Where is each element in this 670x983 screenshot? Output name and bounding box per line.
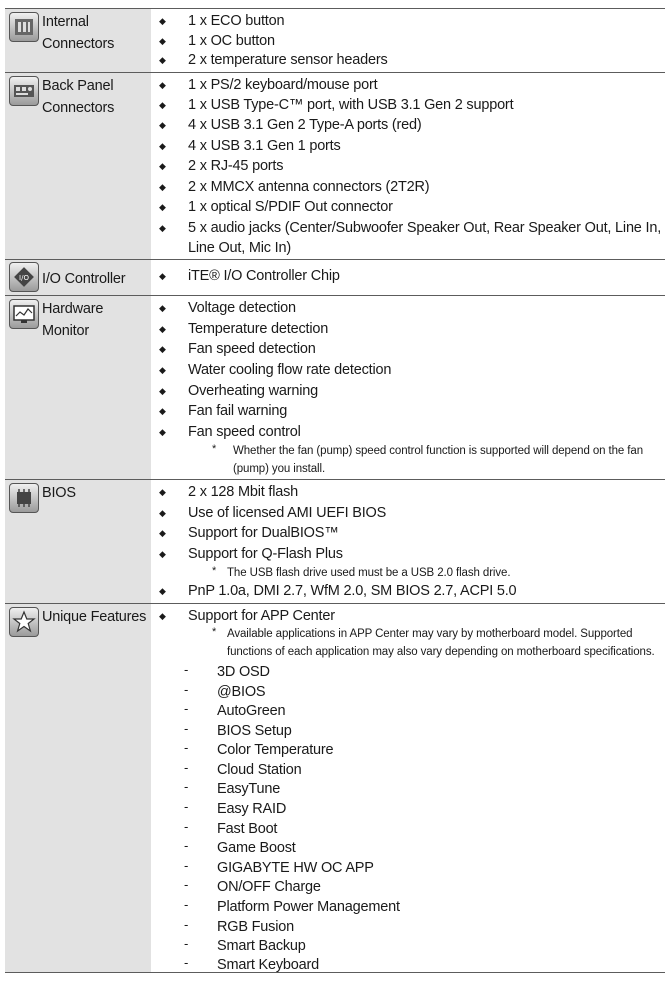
row-header [5, 480, 151, 603]
list-item: Fan speed detection [188, 341, 316, 357]
bullet-icon: ◆ [159, 223, 166, 233]
footnote-continuation: functions of each application may also vary depending on motherboard specifications. [227, 646, 655, 658]
bullet-icon: ◆ [159, 611, 166, 621]
bullet-icon: ◆ [159, 80, 166, 90]
list-item: iTE® I/O Controller Chip [188, 268, 340, 284]
footnote: The USB flash drive used must be a USB 2.0 flash drive. [227, 567, 511, 579]
app-item: ON/OFF Charge [217, 879, 321, 895]
dash-icon: - [184, 799, 189, 814]
row-header [5, 9, 151, 72]
list-item: Temperature detection [188, 321, 329, 337]
app-item: GIGABYTE HW OC APP [217, 860, 374, 876]
bullet-icon: ◆ [159, 586, 166, 596]
spec-row-back-panel [5, 72, 665, 259]
bullet-icon: ◆ [159, 141, 166, 151]
dash-icon: - [184, 662, 189, 677]
list-item: Support for DualBIOS™ [188, 525, 339, 541]
list-item: Water cooling flow rate detection [188, 362, 392, 378]
list-item: Overheating warning [188, 383, 318, 399]
bullet-icon: ◆ [159, 161, 166, 171]
bullet-icon: ◆ [159, 202, 166, 212]
list-item: Fan speed control [188, 424, 301, 440]
dash-icon: - [184, 858, 189, 873]
spec-row-hardware-monitor [5, 295, 665, 479]
dash-icon: - [184, 682, 189, 697]
bios-chip-icon [9, 483, 39, 513]
dash-icon: - [184, 721, 189, 736]
dash-icon: - [184, 760, 189, 775]
monitor-icon [9, 299, 39, 329]
bullet-icon: ◆ [159, 487, 166, 497]
footnote-continuation: (pump) you install. [233, 463, 326, 475]
io-controller-icon [9, 262, 39, 292]
section-title: Hardware Monitor [42, 301, 104, 339]
dash-icon: - [184, 701, 189, 716]
dash-icon: - [184, 819, 189, 834]
spec-row-internal-connectors [5, 8, 665, 72]
list-item: 1 x OC button [188, 33, 275, 49]
list-item: 1 x optical S/PDIF Out connector [188, 199, 393, 215]
dash-icon: - [184, 877, 189, 892]
bullet-icon: ◆ [159, 508, 166, 518]
svg-text:I/O: I/O [19, 274, 29, 282]
list-item: 2 x RJ-45 ports [188, 158, 284, 174]
app-item: 3D OSD [217, 664, 270, 680]
bullet-icon: ◆ [159, 100, 166, 110]
back-panel-icon [9, 76, 39, 106]
app-item: Easy RAID [217, 801, 287, 817]
section-title: Internal Connectors [42, 14, 115, 52]
dash-icon: - [184, 838, 189, 853]
bullet-icon: ◆ [159, 182, 166, 192]
list-item: Support for APP Center [188, 608, 335, 624]
list-item: 2 x 128 Mbit flash [188, 484, 299, 500]
section-title: Unique Features [42, 609, 147, 625]
spec-row-bios [5, 479, 665, 603]
bullet-icon: ◆ [159, 324, 166, 334]
list-item: Use of licensed AMI UEFI BIOS [188, 505, 387, 521]
app-item: Cloud Station [217, 762, 302, 778]
list-item-continuation: Line Out, Mic In) [188, 240, 291, 256]
bullet-icon: ◆ [159, 365, 166, 375]
section-title: Back Panel Connectors [42, 78, 115, 116]
bullet-icon: ◆ [159, 303, 166, 313]
bullet-icon: ◆ [159, 528, 166, 538]
dash-icon: - [184, 897, 189, 912]
section-title: I/O Controller [42, 271, 126, 287]
app-item: @BIOS [217, 684, 266, 700]
bullet-icon: ◆ [159, 271, 166, 281]
dash-icon: - [184, 779, 189, 794]
row-header [5, 604, 151, 972]
bullet-icon: ◆ [159, 344, 166, 354]
list-item: 5 x audio jacks (Center/Subwoofer Speaker Out, Rear Speaker Out, Line In, [188, 220, 662, 236]
list-item: 1 x USB Type-C™ port, with USB 3.1 Gen 2 support [188, 97, 514, 113]
footnote: Available applications in APP Center may vary by motherboard model. Supported [227, 628, 633, 640]
list-item: PnP 1.0a, DMI 2.7, WfM 2.0, SM BIOS 2.7, ACPI 5.0 [188, 583, 517, 599]
note-asterisk: * [212, 626, 217, 638]
app-item: Smart Keyboard [217, 957, 319, 973]
bullet-icon: ◆ [159, 427, 166, 437]
note-asterisk: * [212, 565, 217, 577]
bullet-icon: ◆ [159, 406, 166, 416]
app-item: EasyTune [217, 781, 281, 797]
internal-connectors-icon [9, 12, 39, 42]
bullet-icon: ◆ [159, 120, 166, 130]
bullet-icon: ◆ [159, 386, 166, 396]
bullet-icon: ◆ [159, 36, 166, 46]
section-title: BIOS [42, 485, 76, 501]
dash-icon: - [184, 917, 189, 932]
star-icon [9, 607, 39, 637]
app-item: Fast Boot [217, 821, 278, 837]
bullet-icon: ◆ [159, 549, 166, 559]
app-item: Platform Power Management [217, 899, 400, 915]
spec-row-unique-features [5, 603, 665, 973]
specifications-table [5, 8, 665, 973]
app-item: Game Boost [217, 840, 296, 856]
app-item: RGB Fusion [217, 919, 294, 935]
note-asterisk: * [212, 443, 217, 455]
bullet-icon: ◆ [159, 16, 166, 26]
list-item: 4 x USB 3.1 Gen 1 ports [188, 138, 341, 154]
list-item: 4 x USB 3.1 Gen 2 Type-A ports (red) [188, 117, 422, 133]
bullet-icon: ◆ [159, 55, 166, 65]
row-header [5, 260, 151, 295]
dash-icon: - [184, 936, 189, 951]
list-item: 2 x MMCX antenna connectors (2T2R) [188, 179, 430, 195]
app-item: Smart Backup [217, 938, 306, 954]
row-header [5, 296, 151, 479]
app-item: AutoGreen [217, 703, 286, 719]
spec-row-io-controller [5, 259, 665, 295]
footnote: Whether the fan (pump) speed control function is supported will depend on the fan [233, 445, 643, 457]
app-item: BIOS Setup [217, 723, 292, 739]
list-item: Voltage detection [188, 300, 296, 316]
dash-icon: - [184, 740, 189, 755]
row-header [5, 73, 151, 259]
list-item: Fan fail warning [188, 403, 288, 419]
list-item: Support for Q-Flash Plus [188, 546, 343, 562]
dash-icon: - [184, 955, 189, 970]
app-item: Color Temperature [217, 742, 334, 758]
list-item: 1 x PS/2 keyboard/mouse port [188, 77, 378, 93]
list-item: 1 x ECO button [188, 13, 285, 29]
list-item: 2 x temperature sensor headers [188, 52, 388, 68]
